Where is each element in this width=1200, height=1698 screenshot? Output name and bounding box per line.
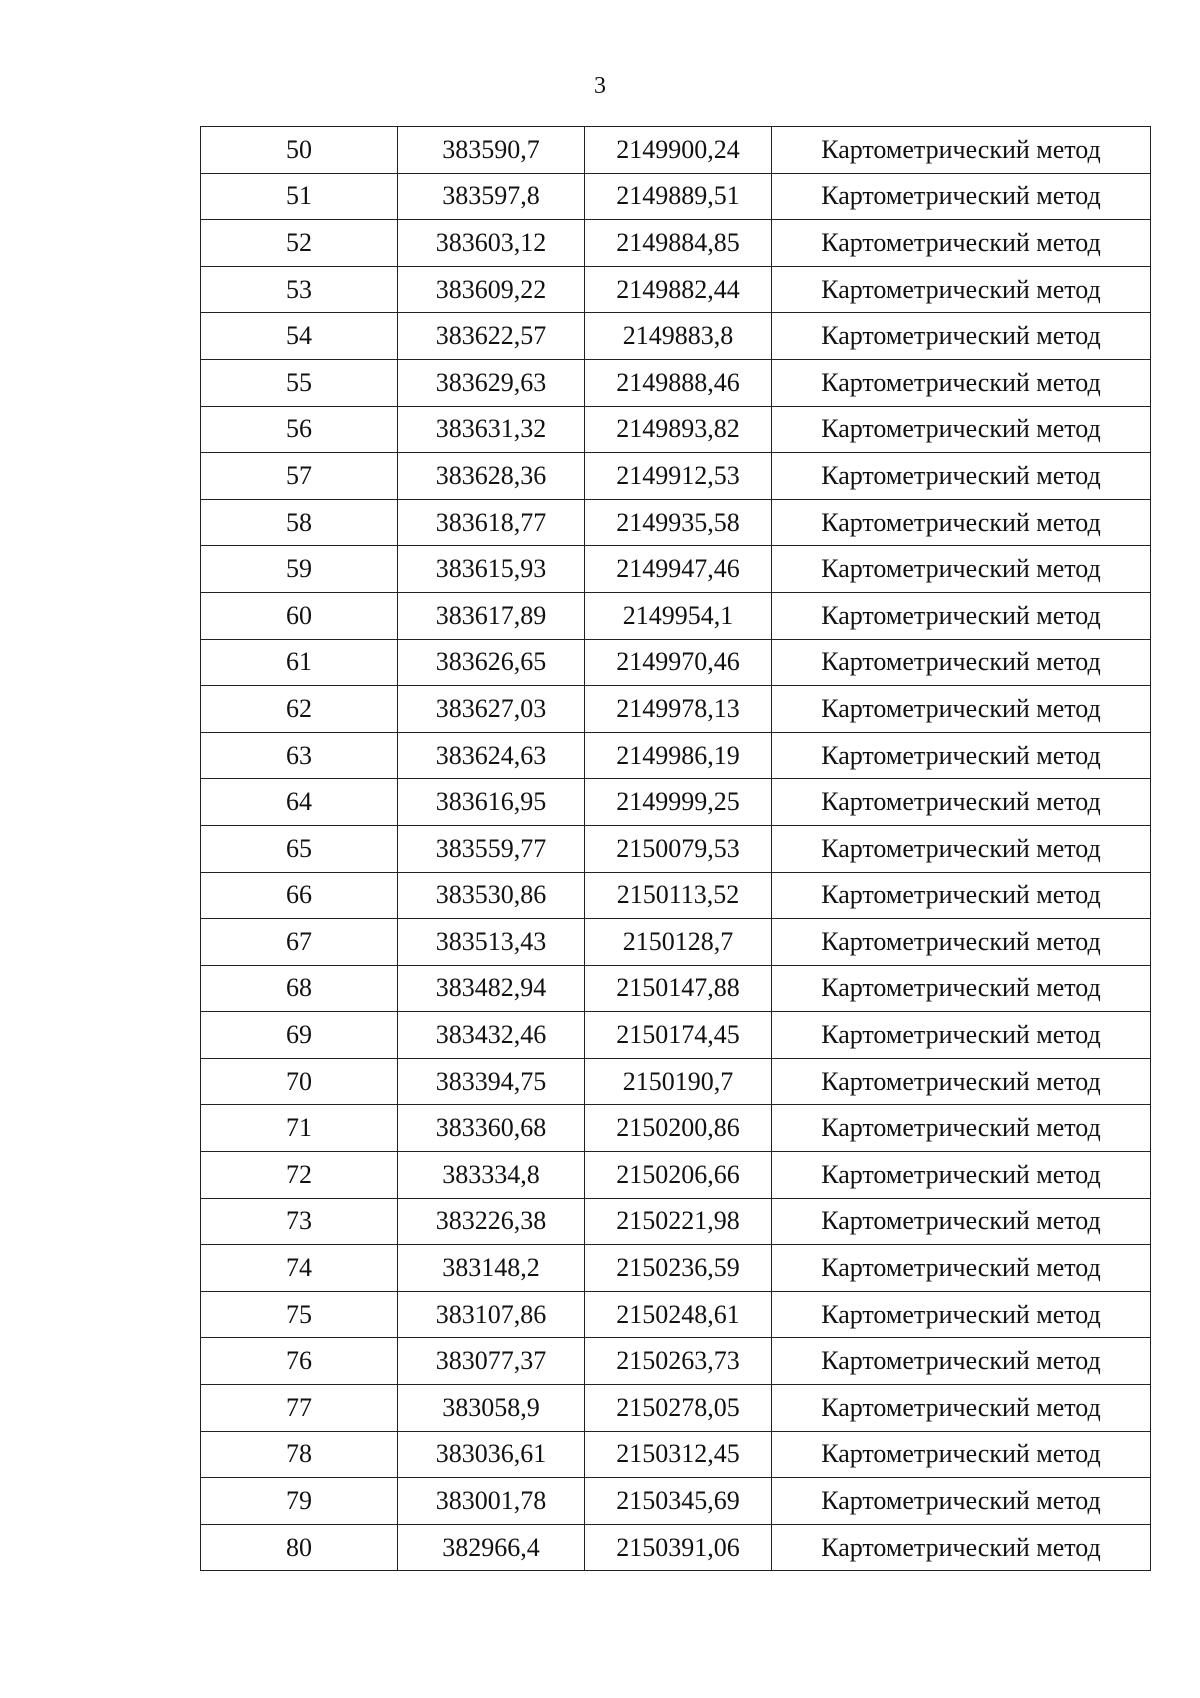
y-coordinate-cell: 2150312,45 bbox=[585, 1431, 772, 1478]
table-row bbox=[201, 313, 1151, 360]
x-coordinate-cell: 383609,22 bbox=[398, 266, 585, 313]
point-number-cell: 54 bbox=[201, 313, 398, 360]
point-number-cell: 55 bbox=[201, 359, 398, 406]
method-cell: Картометрический метод bbox=[772, 499, 1151, 546]
method-cell: Картометрический метод bbox=[772, 1478, 1151, 1525]
x-coordinate-cell: 383394,75 bbox=[398, 1058, 585, 1105]
x-coordinate-cell: 383107,86 bbox=[398, 1291, 585, 1338]
table-row bbox=[201, 779, 1151, 826]
y-coordinate-cell: 2149947,46 bbox=[585, 546, 772, 593]
x-coordinate-cell: 382966,4 bbox=[398, 1524, 585, 1571]
y-coordinate-cell: 2150391,06 bbox=[585, 1524, 772, 1571]
page-number: 3 bbox=[594, 73, 606, 99]
point-number-cell: 67 bbox=[201, 919, 398, 966]
method-cell: Картометрический метод bbox=[772, 779, 1151, 826]
method-cell: Картометрический метод bbox=[772, 546, 1151, 593]
y-coordinate-cell: 2150200,86 bbox=[585, 1105, 772, 1152]
point-number-cell: 77 bbox=[201, 1385, 398, 1432]
y-coordinate-cell: 2149954,1 bbox=[585, 592, 772, 639]
x-coordinate-cell: 383597,8 bbox=[398, 173, 585, 220]
method-cell: Картометрический метод bbox=[772, 592, 1151, 639]
method-cell: Картометрический метод bbox=[772, 825, 1151, 872]
x-coordinate-cell: 383631,32 bbox=[398, 406, 585, 453]
table-row bbox=[201, 1385, 1151, 1432]
method-cell: Картометрический метод bbox=[772, 1105, 1151, 1152]
y-coordinate-cell: 2149884,85 bbox=[585, 220, 772, 267]
method-cell: Картометрический метод bbox=[772, 359, 1151, 406]
method-cell: Картометрический метод bbox=[772, 1058, 1151, 1105]
table-row bbox=[201, 1291, 1151, 1338]
table-row bbox=[201, 1245, 1151, 1292]
table-row bbox=[201, 639, 1151, 686]
table-row bbox=[201, 173, 1151, 220]
y-coordinate-cell: 2149978,13 bbox=[585, 686, 772, 733]
y-coordinate-cell: 2149912,53 bbox=[585, 453, 772, 500]
point-number-cell: 64 bbox=[201, 779, 398, 826]
method-cell: Картометрический метод bbox=[772, 965, 1151, 1012]
method-cell: Картометрический метод bbox=[772, 1012, 1151, 1059]
table-row bbox=[201, 919, 1151, 966]
x-coordinate-cell: 383432,46 bbox=[398, 1012, 585, 1059]
point-number-cell: 58 bbox=[201, 499, 398, 546]
y-coordinate-cell: 2150113,52 bbox=[585, 872, 772, 919]
y-coordinate-cell: 2150206,66 bbox=[585, 1152, 772, 1199]
method-cell: Картометрический метод bbox=[772, 732, 1151, 779]
x-coordinate-cell: 383626,65 bbox=[398, 639, 585, 686]
y-coordinate-cell: 2150345,69 bbox=[585, 1478, 772, 1525]
point-number-cell: 69 bbox=[201, 1012, 398, 1059]
method-cell: Картометрический метод bbox=[772, 1152, 1151, 1199]
table-row bbox=[201, 1012, 1151, 1059]
method-cell: Картометрический метод bbox=[772, 313, 1151, 360]
x-coordinate-cell: 383482,94 bbox=[398, 965, 585, 1012]
point-number-cell: 76 bbox=[201, 1338, 398, 1385]
method-cell: Картометрический метод bbox=[772, 1385, 1151, 1432]
x-coordinate-cell: 383590,7 bbox=[398, 127, 585, 174]
y-coordinate-cell: 2149999,25 bbox=[585, 779, 772, 826]
x-coordinate-cell: 383058,9 bbox=[398, 1385, 585, 1432]
table-row bbox=[201, 1105, 1151, 1152]
y-coordinate-cell: 2150174,45 bbox=[585, 1012, 772, 1059]
point-number-cell: 53 bbox=[201, 266, 398, 313]
method-cell: Картометрический метод bbox=[772, 220, 1151, 267]
point-number-cell: 61 bbox=[201, 639, 398, 686]
point-number-cell: 59 bbox=[201, 546, 398, 593]
point-number-cell: 74 bbox=[201, 1245, 398, 1292]
point-number-cell: 62 bbox=[201, 686, 398, 733]
y-coordinate-cell: 2149882,44 bbox=[585, 266, 772, 313]
y-coordinate-cell: 2150147,88 bbox=[585, 965, 772, 1012]
table-row bbox=[201, 499, 1151, 546]
y-coordinate-cell: 2150248,61 bbox=[585, 1291, 772, 1338]
point-number-cell: 70 bbox=[201, 1058, 398, 1105]
table-row bbox=[201, 453, 1151, 500]
method-cell: Картометрический метод bbox=[772, 406, 1151, 453]
method-cell: Картометрический метод bbox=[772, 1524, 1151, 1571]
x-coordinate-cell: 383628,36 bbox=[398, 453, 585, 500]
point-number-cell: 71 bbox=[201, 1105, 398, 1152]
point-number-cell: 60 bbox=[201, 592, 398, 639]
x-coordinate-cell: 383617,89 bbox=[398, 592, 585, 639]
method-cell: Картометрический метод bbox=[772, 686, 1151, 733]
point-number-cell: 68 bbox=[201, 965, 398, 1012]
method-cell: Картометрический метод bbox=[772, 1431, 1151, 1478]
y-coordinate-cell: 2150221,98 bbox=[585, 1198, 772, 1245]
method-cell: Картометрический метод bbox=[772, 1245, 1151, 1292]
point-number-cell: 73 bbox=[201, 1198, 398, 1245]
y-coordinate-cell: 2150278,05 bbox=[585, 1385, 772, 1432]
table-row bbox=[201, 1431, 1151, 1478]
point-number-cell: 56 bbox=[201, 406, 398, 453]
table-row bbox=[201, 686, 1151, 733]
x-coordinate-cell: 383603,12 bbox=[398, 220, 585, 267]
method-cell: Картометрический метод bbox=[772, 639, 1151, 686]
y-coordinate-cell: 2149970,46 bbox=[585, 639, 772, 686]
table-row bbox=[201, 732, 1151, 779]
x-coordinate-cell: 383001,78 bbox=[398, 1478, 585, 1525]
x-coordinate-cell: 383559,77 bbox=[398, 825, 585, 872]
method-cell: Картометрический метод bbox=[772, 919, 1151, 966]
table-row bbox=[201, 1524, 1151, 1571]
x-coordinate-cell: 383530,86 bbox=[398, 872, 585, 919]
point-number-cell: 65 bbox=[201, 825, 398, 872]
y-coordinate-cell: 2150190,7 bbox=[585, 1058, 772, 1105]
point-number-cell: 66 bbox=[201, 872, 398, 919]
x-coordinate-cell: 383360,68 bbox=[398, 1105, 585, 1152]
x-coordinate-cell: 383148,2 bbox=[398, 1245, 585, 1292]
table-row bbox=[201, 546, 1151, 593]
y-coordinate-cell: 2149883,8 bbox=[585, 313, 772, 360]
method-cell: Картометрический метод bbox=[772, 127, 1151, 174]
y-coordinate-cell: 2150236,59 bbox=[585, 1245, 772, 1292]
y-coordinate-cell: 2149889,51 bbox=[585, 173, 772, 220]
method-cell: Картометрический метод bbox=[772, 1291, 1151, 1338]
table-row bbox=[201, 872, 1151, 919]
table-row bbox=[201, 1478, 1151, 1525]
x-coordinate-cell: 383622,57 bbox=[398, 313, 585, 360]
y-coordinate-cell: 2150128,7 bbox=[585, 919, 772, 966]
table-row bbox=[201, 825, 1151, 872]
method-cell: Картометрический метод bbox=[772, 872, 1151, 919]
table-row bbox=[201, 592, 1151, 639]
y-coordinate-cell: 2149893,82 bbox=[585, 406, 772, 453]
x-coordinate-cell: 383629,63 bbox=[398, 359, 585, 406]
point-number-cell: 63 bbox=[201, 732, 398, 779]
point-number-cell: 79 bbox=[201, 1478, 398, 1525]
x-coordinate-cell: 383627,03 bbox=[398, 686, 585, 733]
y-coordinate-cell: 2150079,53 bbox=[585, 825, 772, 872]
y-coordinate-cell: 2149986,19 bbox=[585, 732, 772, 779]
point-number-cell: 75 bbox=[201, 1291, 398, 1338]
x-coordinate-cell: 383077,37 bbox=[398, 1338, 585, 1385]
x-coordinate-cell: 383226,38 bbox=[398, 1198, 585, 1245]
method-cell: Картометрический метод bbox=[772, 173, 1151, 220]
x-coordinate-cell: 383036,61 bbox=[398, 1431, 585, 1478]
method-cell: Картометрический метод bbox=[772, 1338, 1151, 1385]
x-coordinate-cell: 383624,63 bbox=[398, 732, 585, 779]
table-row bbox=[201, 1152, 1151, 1199]
coordinates-table-body bbox=[201, 127, 1151, 1571]
point-number-cell: 78 bbox=[201, 1431, 398, 1478]
x-coordinate-cell: 383334,8 bbox=[398, 1152, 585, 1199]
table-row bbox=[201, 220, 1151, 267]
coordinates-table bbox=[200, 126, 1151, 1571]
y-coordinate-cell: 2150263,73 bbox=[585, 1338, 772, 1385]
table-row bbox=[201, 965, 1151, 1012]
point-number-cell: 57 bbox=[201, 453, 398, 500]
table-row bbox=[201, 127, 1151, 174]
point-number-cell: 50 bbox=[201, 127, 398, 174]
x-coordinate-cell: 383615,93 bbox=[398, 546, 585, 593]
point-number-cell: 52 bbox=[201, 220, 398, 267]
table-row bbox=[201, 1338, 1151, 1385]
point-number-cell: 51 bbox=[201, 173, 398, 220]
table-row bbox=[201, 359, 1151, 406]
y-coordinate-cell: 2149935,58 bbox=[585, 499, 772, 546]
x-coordinate-cell: 383513,43 bbox=[398, 919, 585, 966]
point-number-cell: 72 bbox=[201, 1152, 398, 1199]
table-row bbox=[201, 266, 1151, 313]
table-row bbox=[201, 1058, 1151, 1105]
x-coordinate-cell: 383616,95 bbox=[398, 779, 585, 826]
table-row bbox=[201, 406, 1151, 453]
point-number-cell: 80 bbox=[201, 1524, 398, 1571]
method-cell: Картометрический метод bbox=[772, 453, 1151, 500]
x-coordinate-cell: 383618,77 bbox=[398, 499, 585, 546]
y-coordinate-cell: 2149888,46 bbox=[585, 359, 772, 406]
method-cell: Картометрический метод bbox=[772, 266, 1151, 313]
table-row bbox=[201, 1198, 1151, 1245]
y-coordinate-cell: 2149900,24 bbox=[585, 127, 772, 174]
method-cell: Картометрический метод bbox=[772, 1198, 1151, 1245]
